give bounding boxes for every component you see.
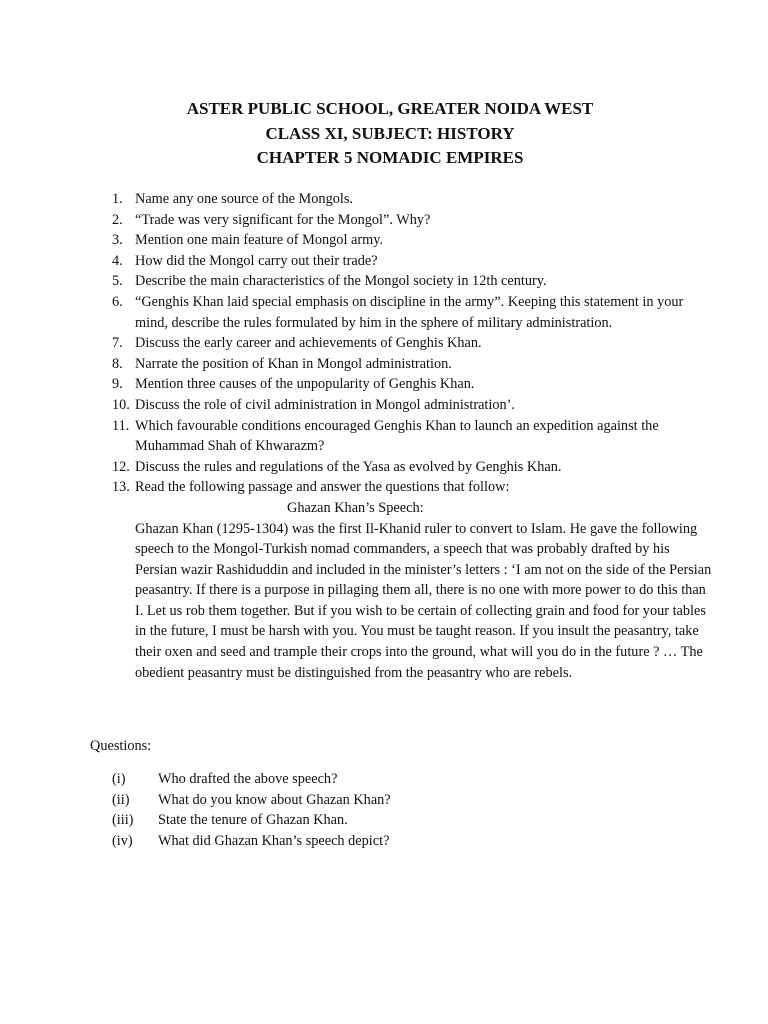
sub-question-list <box>0 769 768 851</box>
sub-question-number: (iv) <box>112 832 133 849</box>
question-item <box>0 292 710 333</box>
question-text: Discuss the rules and regulations of the Yasa as evolved by Genghis Khan. <box>135 458 562 475</box>
question-text: Describe the main characteristics of the Mongol society in 12th century. <box>135 273 547 290</box>
sub-question-text: What did Ghazan Khan’s speech depict? <box>158 832 390 849</box>
question-text: Narrate the position of Khan in Mongol administration. <box>135 355 452 372</box>
question-text: How did the Mongol carry out their trade? <box>135 252 378 269</box>
sub-question-text: State the tenure of Ghazan Khan. <box>158 812 348 829</box>
question-item <box>0 230 710 251</box>
question-item <box>0 189 710 210</box>
question-number: 9. <box>112 376 123 393</box>
question-item <box>0 251 710 272</box>
question-item <box>0 477 710 498</box>
chapter-title: CHAPTER 5 NOMADIC EMPIRES <box>256 148 524 167</box>
question-item <box>0 333 710 354</box>
question-text: Which favourable conditions encouraged Genghis Khan to launch an expedition against the Muhammad Shah of Khwarazm? <box>135 417 659 455</box>
question-text: Discuss the early career and achievements of Genghis Khan. <box>135 335 482 352</box>
question-item <box>0 374 710 395</box>
question-number: 6. <box>112 293 123 310</box>
sub-question-item <box>0 769 768 790</box>
question-text: “Genghis Khan laid special emphasis on discipline in the army”. Keeping this statement in your mind, describe the rules formulated by him in the sphere of military administration. <box>135 293 684 331</box>
passage-body: Ghazan Khan (1295-1304) was the first Il-Khanid ruler to convert to Islam. He gave the following speech to the Mongol-Turkish nomad commanders, a speech that was probably drafted by his Persian wazir Rashiduddin and included in the minister’s letters : ‘I am not on the side of the Persian peasantry. If there is a purpose in pillaging them all, there is no one with more power to do this than I. Let us rob them together. But if you wish to be certain of collecting grain and food for your tables in the future, I must be harsh with you. You must be taught reason. If you insult the peasantry, take their oxen and seed and trample their crops into the ground, what will you do in the future ? … The obedient peasantry must be distinguished from the peasantry who are rebels. <box>135 520 712 681</box>
sub-question-number: (i) <box>112 771 126 787</box>
question-item <box>0 271 710 292</box>
question-item <box>0 416 710 457</box>
passage-title: Ghazan Khan’s Speech: <box>287 499 424 516</box>
document-header <box>0 97 768 171</box>
question-number: 4. <box>112 252 123 269</box>
question-text: Name any one source of the Mongols. <box>135 191 353 207</box>
question-text: Discuss the role of civil administration in Mongol administration’. <box>135 396 516 413</box>
sub-question-item <box>0 790 768 811</box>
question-number: 2. <box>112 211 123 228</box>
question-text: “Trade was very significant for the Mongol”. Why? <box>135 211 431 228</box>
sub-question-number: (ii) <box>112 791 130 808</box>
question-text: Mention three causes of the unpopularity of Genghis Khan. <box>135 376 475 393</box>
school-name: ASTER PUBLIC SCHOOL, GREATER NOIDA WEST <box>186 99 594 118</box>
question-list <box>0 189 768 683</box>
question-number: 11. <box>112 417 130 434</box>
question-text: Mention one main feature of Mongol army. <box>135 232 384 249</box>
question-number: 12. <box>112 458 130 475</box>
question-number: 5. <box>112 273 123 290</box>
sub-question-item <box>0 831 768 852</box>
question-number: 3. <box>112 232 123 249</box>
question-number: 1. <box>112 191 123 207</box>
question-number: 10. <box>112 396 130 413</box>
sub-question-text: Who drafted the above speech? <box>158 771 338 787</box>
question-item <box>0 395 710 416</box>
questions-label: Questions: <box>90 738 152 754</box>
question-text: Read the following passage and answer the questions that follow: <box>135 479 510 496</box>
sub-question-number: (iii) <box>112 812 134 829</box>
question-item <box>0 457 710 478</box>
sub-question-text: What do you know about Ghazan Khan? <box>158 791 391 808</box>
question-item <box>0 354 710 375</box>
question-number: 7. <box>112 335 123 352</box>
class-subject-line: CLASS XI, SUBJECT: HISTORY <box>265 123 515 143</box>
question-item <box>0 210 710 231</box>
question-number: 8. <box>112 355 123 372</box>
sub-question-item <box>0 810 768 831</box>
question-number: 13. <box>112 479 130 496</box>
